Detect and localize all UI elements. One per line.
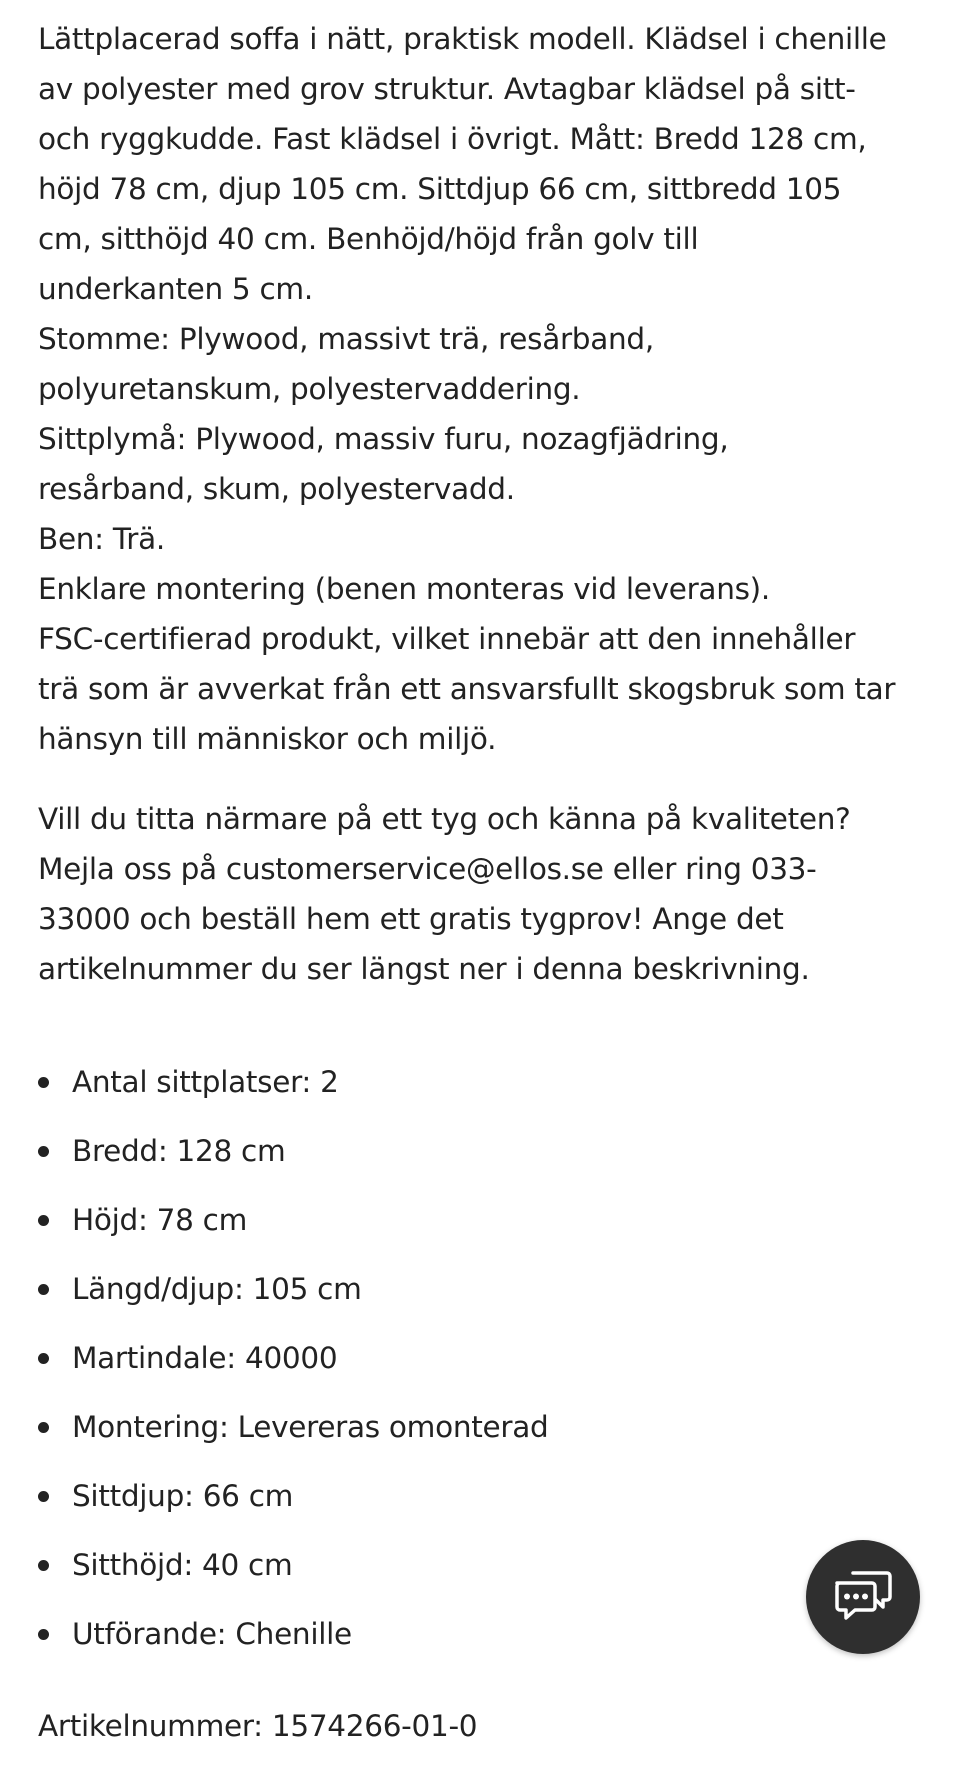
spec-item (38, 1117, 918, 1186)
fabric-sample-line: artikelnummer du ser längst ner i denna beskrivning. (38, 952, 810, 986)
description-line: FSC-certifierad produkt, vilket innebär att den innehåller (38, 622, 856, 656)
spec-text: Montering: Levereras omonterad (72, 1410, 549, 1444)
description-line: höjd 78 cm, djup 105 cm. Sittdjup 66 cm, sittbredd 105 (38, 172, 842, 206)
description-line: hänsyn till människor och miljö. (38, 722, 497, 756)
fabric-sample-paragraph (38, 794, 918, 994)
bullet-icon (38, 1491, 49, 1502)
spec-item (38, 1600, 918, 1669)
spec-item (38, 1531, 918, 1600)
spec-text: Sitthöjd: 40 cm (72, 1548, 293, 1582)
chat-bubbles-icon (833, 1569, 893, 1625)
article-number: Artikelnummer: 1574266-01-0 (38, 1709, 478, 1743)
list-spacer (38, 994, 918, 1048)
spec-item (38, 1462, 918, 1531)
bullet-icon (38, 1284, 49, 1295)
description-line: cm, sitthöjd 40 cm. Benhöjd/höjd från golv till (38, 222, 699, 256)
description-line: Lättplacerad soffa i nätt, praktisk modell. Klädsel i chenille (38, 22, 887, 56)
description-line: polyuretanskum, polyestervaddering. (38, 372, 581, 406)
spec-item (38, 1393, 918, 1462)
spec-text: Martindale: 40000 (72, 1341, 338, 1375)
bullet-icon (38, 1629, 49, 1640)
spec-text: Bredd: 128 cm (72, 1134, 286, 1168)
article-spacer (38, 1669, 918, 1701)
paragraph-spacer (38, 764, 918, 794)
description-line: Enklare montering (benen monteras vid leverans). (38, 572, 770, 606)
description-line: Ben: Trä. (38, 522, 165, 556)
bullet-icon (38, 1215, 49, 1226)
description-line: och ryggkudde. Fast klädsel i övrigt. Mått: Bredd 128 cm, (38, 122, 867, 156)
bullet-icon (38, 1146, 49, 1157)
description-line: trä som är avverkat från ett ansvarsfullt skogsbruk som tar (38, 672, 896, 706)
description-line: av polyester med grov struktur. Avtagbar klädsel på sitt- (38, 72, 856, 106)
bullet-icon (38, 1560, 49, 1571)
bullet-icon (38, 1422, 49, 1433)
description-line: resårband, skum, polyestervadd. (38, 472, 515, 506)
description-line: Sittplymå: Plywood, massiv furu, nozagfjädring, (38, 422, 729, 456)
spec-item (38, 1255, 918, 1324)
spec-text: Höjd: 78 cm (72, 1203, 248, 1237)
spec-item (38, 1324, 918, 1393)
fabric-sample-line: Mejla oss på customerservice@ellos.se eller ring 033- (38, 852, 817, 886)
fabric-sample-line: 33000 och beställ hem ett gratis tygprov! Ange det (38, 902, 784, 936)
fabric-sample-line: Vill du titta närmare på ett tyg och känna på kvaliteten? (38, 802, 851, 836)
spec-text: Sittdjup: 66 cm (72, 1479, 294, 1513)
bullet-icon (38, 1353, 49, 1364)
chat-button[interactable] (806, 1540, 920, 1654)
bullet-icon (38, 1077, 49, 1088)
description-line: underkanten 5 cm. (38, 272, 313, 306)
product-description (38, 14, 918, 1751)
specification-list (38, 1048, 918, 1669)
spec-item (38, 1186, 918, 1255)
description-paragraph (38, 14, 918, 764)
spec-text: Utförande: Chenille (72, 1617, 352, 1651)
spec-item (38, 1048, 918, 1117)
spec-text: Längd/djup: 105 cm (72, 1272, 362, 1306)
description-line: Stomme: Plywood, massivt trä, resårband, (38, 322, 654, 356)
spec-text: Antal sittplatser: 2 (72, 1065, 339, 1099)
